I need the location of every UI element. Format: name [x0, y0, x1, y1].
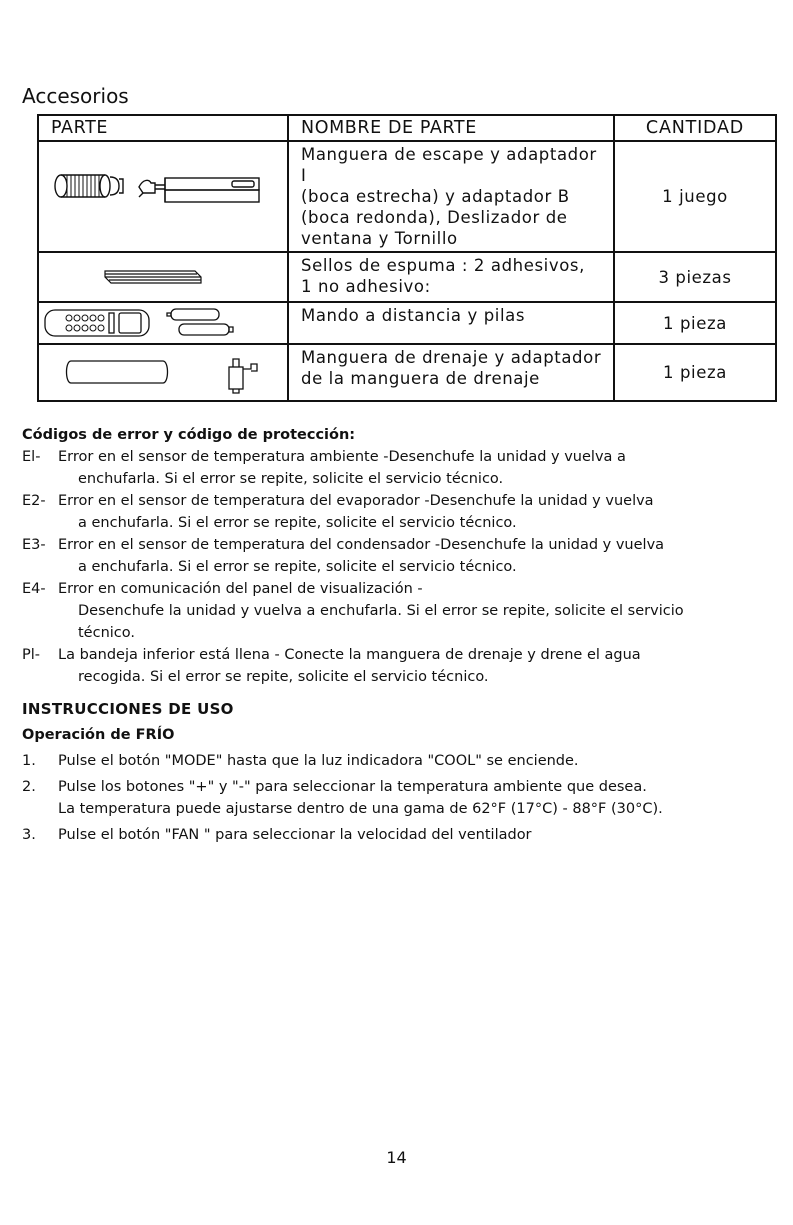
error-line: recogida. Si el error se repite, solicite el servicio técnico.: [78, 669, 489, 685]
error-text: [22, 644, 774, 688]
error-text: [22, 578, 774, 644]
part-illustration-cell: [38, 344, 288, 401]
header-name: NOMBRE DE PARTE: [288, 115, 614, 141]
drain-hose-icon: [39, 345, 285, 400]
step-number: 3.: [22, 827, 36, 843]
part-illustration-cell: [38, 302, 288, 344]
cool-operation-heading: Operación de FRÍO: [22, 727, 175, 743]
error-item: [22, 534, 774, 578]
part-name-cell: [288, 302, 614, 344]
error-text: [22, 490, 774, 534]
error-text: [22, 534, 774, 578]
part-illustration-cell: [38, 252, 288, 302]
foam-seal-icon: [39, 253, 285, 301]
part-illustration-cell: [38, 141, 288, 252]
part-name-line: Manguera de escape y adaptador I: [301, 145, 597, 185]
page-body: [22, 424, 774, 850]
error-line: Error en el sensor de temperatura del condensador -Desenchufe la unidad y vuelva: [58, 537, 665, 553]
step-line: Pulse el botón "FAN " para seleccionar la velocidad del ventilador: [58, 827, 532, 843]
part-name-line: Manguera de drenaje y adaptador: [301, 348, 602, 367]
table-row: [38, 302, 776, 344]
error-line: Error en el sensor de temperatura del evaporador -Desenchufe la unidad y vuelva: [58, 493, 654, 509]
part-name-line: (boca estrecha) y adaptador B: [301, 187, 570, 206]
table-header-row: [38, 115, 776, 141]
part-name-cell: [288, 252, 614, 302]
error-item: [22, 644, 774, 688]
part-name-line: Sellos de espuma : 2 adhesivos,: [301, 256, 585, 275]
part-qty-cell: 1 pieza: [614, 344, 776, 401]
error-code: E3-: [22, 537, 46, 553]
header-qty: CANTIDAD: [614, 115, 776, 141]
step-number: 1.: [22, 753, 36, 769]
error-line: Error en comunicación del panel de visualización -: [58, 581, 423, 597]
error-item: [22, 446, 774, 490]
instructions-heading: INSTRUCCIONES DE USO: [22, 700, 234, 718]
instruction-step: [22, 750, 774, 772]
error-code: El-: [22, 449, 41, 465]
part-name-line: de la manguera de drenaje: [301, 369, 540, 388]
part-name-cell: [288, 141, 614, 252]
error-text: [22, 446, 774, 490]
table-row: [38, 141, 776, 252]
step-line: Pulse el botón "MODE" hasta que la luz indicadora "COOL" se enciende.: [58, 753, 579, 769]
error-code: E2-: [22, 493, 46, 509]
table-row: [38, 344, 776, 401]
exhaust-hose-icon: [39, 155, 285, 238]
error-item: [22, 578, 774, 644]
part-name-line: (boca redonda), Deslizador de: [301, 208, 568, 227]
error-line: La bandeja inferior está llena - Conecte la manguera de drenaje y drene el agua: [58, 647, 641, 663]
error-line: técnico.: [78, 625, 135, 641]
error-line: a enchufarla. Si el error se repite, solicite el servicio técnico.: [78, 515, 517, 531]
table-row: [38, 252, 776, 302]
error-line: Desenchufe la unidad y vuelva a enchufarla. Si el error se repite, solicite el servicio: [78, 603, 684, 619]
error-line: enchufarla. Si el error se repite, solicite el servicio técnico.: [78, 471, 504, 487]
step-line: La temperatura puede ajustarse dentro de una gama de 62°F (17°C) - 88°F (30°C).: [58, 801, 663, 817]
accessories-table: [37, 114, 777, 402]
error-code: Pl-: [22, 647, 41, 663]
error-code: E4-: [22, 581, 46, 597]
error-line: Error en el sensor de temperatura ambiente -Desenchufe la unidad y vuelva a: [58, 449, 626, 465]
part-qty-cell: 3 piezas: [614, 252, 776, 302]
step-line: Pulse los botones "+" y "-" para seleccionar la temperatura ambiente que desea.: [58, 779, 647, 795]
part-name-line: ventana y Tornillo: [301, 229, 458, 248]
page-number: 14: [386, 1148, 407, 1167]
part-name-line: 1 no adhesivo:: [301, 277, 431, 296]
remote-control-icon: [39, 303, 285, 343]
section-title: Accesorios: [22, 84, 129, 108]
header-part: PARTE: [38, 115, 288, 141]
step-number: 2.: [22, 779, 36, 795]
part-qty-cell: 1 pieza: [614, 302, 776, 344]
error-line: a enchufarla. Si el error se repite, solicite el servicio técnico.: [78, 559, 517, 575]
part-name-line: Mando a distancia y pilas: [301, 306, 526, 325]
instruction-step: [22, 824, 774, 846]
part-qty-cell: 1 juego: [614, 141, 776, 252]
error-item: [22, 490, 774, 534]
instruction-step: [22, 776, 774, 820]
part-name-cell: [288, 344, 614, 401]
error-codes-heading: Códigos de error y código de protección:: [22, 427, 356, 443]
